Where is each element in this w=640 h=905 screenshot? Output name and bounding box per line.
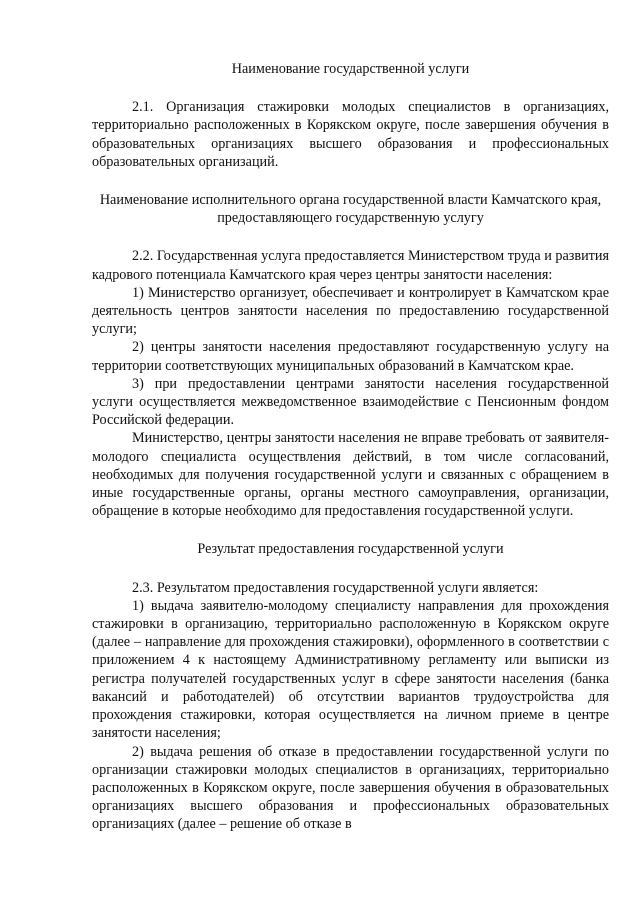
paragraph-2-3-item-1: 1) выдача заявителю-молодому специалисту направления для прохождения стажировки в организацию, территориально расположенную в Корякском округе (далее – направление для прохождения стажировки), оформленного в соответствии с приложением 4 к настоящему Административному регламенту или выписки из регистра получателей государственных услуг в сфере занятости населения (банка вакансий и работодателей) об отсутствии вариантов трудоустройства для прохождения стажировки, которая осуществляется на личном приеме в центре занятости населения; [92, 597, 609, 742]
paragraph-2-2-item-2: 2) центры занятости населения предоставляют государственную услугу на территории соответствующих муниципальных образований в Камчатском крае. [92, 339, 609, 374]
paragraph-2-2-ministry-restriction: Министерство, центры занятости населения не вправе требовать от заявителя-молодого специалиста осуществления действий, в том числе согласований, необходимых для получения государственной услуги и связанных с обращением в иные государственные органы, органы местного самоуправления, организации, обращение в которые необходимо для предоставления государственной услуги. [92, 430, 609, 520]
paragraph-2-2: 2.2. Государственная услуга предоставляется Министерством труда и развития кадрового потенциала Камчатского края через центры занятости населения: [92, 248, 609, 283]
paragraph-2-1: 2.1. Организация стажировки молодых специалистов в организациях, территориально расположенных в Корякском округе, после завершения обучения в образовательных организациях высшего образования и профессиональных образовательных организаций. [92, 99, 609, 170]
paragraph-2-2-item-1: 1) Министерство организует, обеспечивает и контролирует в Камчатском крае деятельность центров занятости населения по предоставлению государственной услуги; [92, 284, 609, 338]
paragraph-2-3: 2.3. Результатом предоставления государственной услуги является: [132, 579, 539, 596]
section-heading-result: Результат предоставления государственной услуги [197, 541, 504, 558]
section-heading-executive-body: Наименование исполнительного органа государственной власти Камчатского края, предоставляющего государственную услугу [99, 192, 602, 227]
paragraph-2-3-item-2: 2) выдача решения об отказе в предоставлении государственной услуги по организации стажировки молодых специалистов в организациях, территориально расположенных в Корякском округе, после завершения обучения в образовательных организациях высшего образования и профессиональных образовательных организациях (далее – решение об отказе в [92, 743, 609, 833]
paragraph-2-2-item-3: 3) при предоставлении центрами занятости населения государственной услуги осуществляется межведомственное взаимодействие с Пенсионным фондом Российской федерации. [92, 375, 609, 429]
section-heading-service-name: Наименование государственной услуги [231, 61, 470, 77]
document-page [92, 60, 609, 834]
